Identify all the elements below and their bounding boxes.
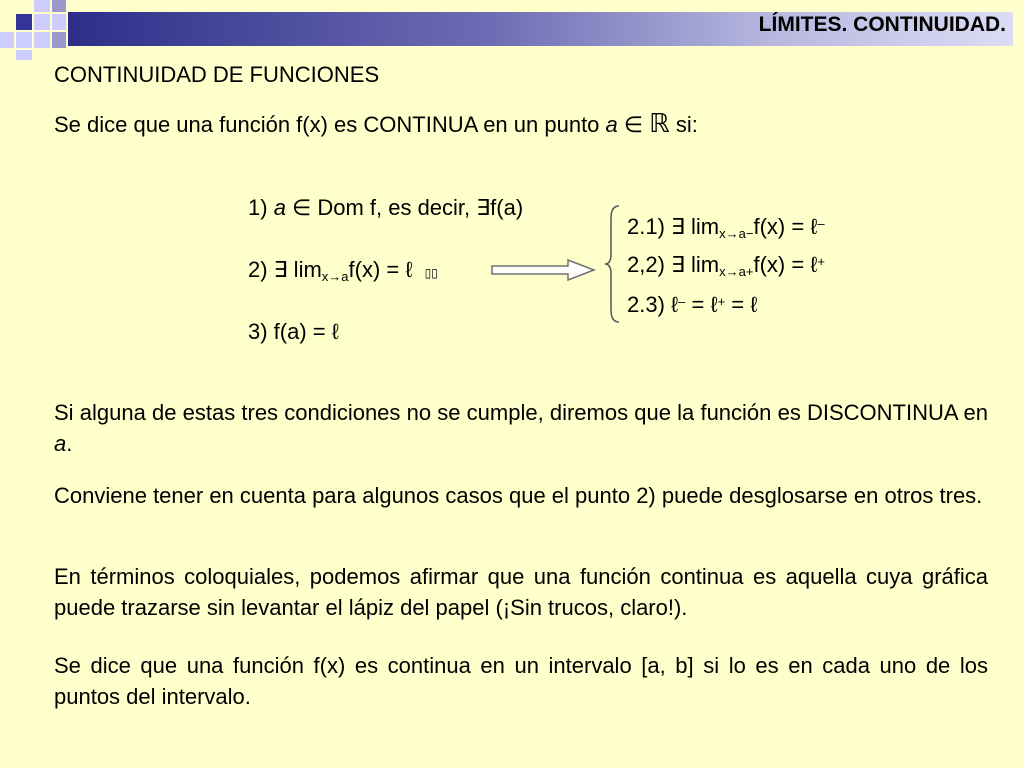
definition-line [54, 108, 698, 140]
paragraph-discontinuity [54, 397, 988, 459]
reals-symbol: ℝ [649, 108, 670, 138]
sub-condition-2-1-text: f(x) = ℓ [753, 214, 818, 239]
deco-square [34, 32, 50, 48]
deco-square [0, 32, 14, 48]
element-of-symbol: ∈ [617, 112, 650, 137]
paragraph-1-var: a [54, 431, 67, 456]
condition-1-prefix: 1) [248, 195, 274, 220]
deco-square [52, 0, 66, 12]
sub-condition-2-3-part2: = ℓ [685, 292, 718, 317]
sub-condition-2-3-sup1: – [678, 294, 686, 309]
sub-condition-2-2-subscript: x→a+ [719, 264, 754, 279]
deco-square [16, 32, 32, 48]
deco-square [52, 32, 66, 48]
point-a: a [605, 112, 618, 137]
condition-2-prefix: 2) ∃ lim [248, 257, 322, 282]
deco-square [34, 0, 50, 12]
glyph-boxes: ▯▯ [424, 266, 438, 280]
deco-square [16, 50, 32, 60]
condition-3: 3) f(a) = ℓ [248, 319, 339, 344]
paragraph-1-text: Si alguna de estas tres condiciones no se cumple, diremos que la función es DISCONTINUA en [54, 400, 988, 425]
deco-square [16, 14, 32, 30]
sub-condition-2-3 [627, 290, 757, 320]
paragraph-1-end: . [66, 431, 73, 456]
sub-condition-2-2-text: f(x) = ℓ [753, 252, 818, 277]
condition-1-text: ∈ Dom f, es decir, ∃f(a) [285, 195, 524, 220]
sub-condition-2-1-sup: – [817, 216, 825, 231]
definition-suffix: si: [669, 112, 698, 137]
paragraph-interval: Se dice que una función f(x) es continua en un intervalo [a, b] si lo es en cada uno de los puntos del intervalo. [54, 653, 988, 709]
sub-condition-2-1 [627, 212, 825, 242]
sub-condition-2-1-prefix: 2.1) ∃ lim [627, 214, 720, 239]
condition-1 [248, 193, 523, 223]
implies-arrow-icon [490, 258, 600, 282]
deco-square [52, 14, 66, 30]
paragraph-colloquial: En términos coloquiales, podemos afirmar que una función continua es aquella cuya gráfica puede trazarse sin levantar el lápiz del papel (¡Sin trucos, claro!). [54, 564, 988, 620]
condition-2-subscript: x→a [321, 269, 349, 284]
sub-condition-2-1-subscript: x→a− [719, 226, 754, 241]
condition-2 [248, 255, 438, 288]
deco-square [34, 14, 50, 30]
sub-condition-2-3-sup2: + [717, 294, 726, 309]
sub-condition-2-2-sup: + [817, 254, 826, 269]
condition-2-text: f(x) = ℓ [348, 257, 413, 282]
definition-text: Se dice que una función f(x) es CONTINUA en un punto [54, 112, 606, 137]
sub-condition-2-2 [627, 250, 825, 280]
left-brace-icon [603, 204, 623, 324]
sub-condition-2-3-part1: 2.3) ℓ [627, 292, 679, 317]
condition-1-var: a [273, 195, 286, 220]
sub-condition-2-2-prefix: 2,2) ∃ lim [627, 252, 720, 277]
sub-condition-2-3-part3: = ℓ [725, 292, 758, 317]
section-title: CONTINUIDAD DE FUNCIONES [54, 62, 380, 87]
slide-title: LÍMITES. CONTINUIDAD. [758, 13, 1006, 36]
paragraph-breakdown: Conviene tener en cuenta para algunos casos que el punto 2) puede desglosarse en otros tres. [54, 483, 983, 508]
